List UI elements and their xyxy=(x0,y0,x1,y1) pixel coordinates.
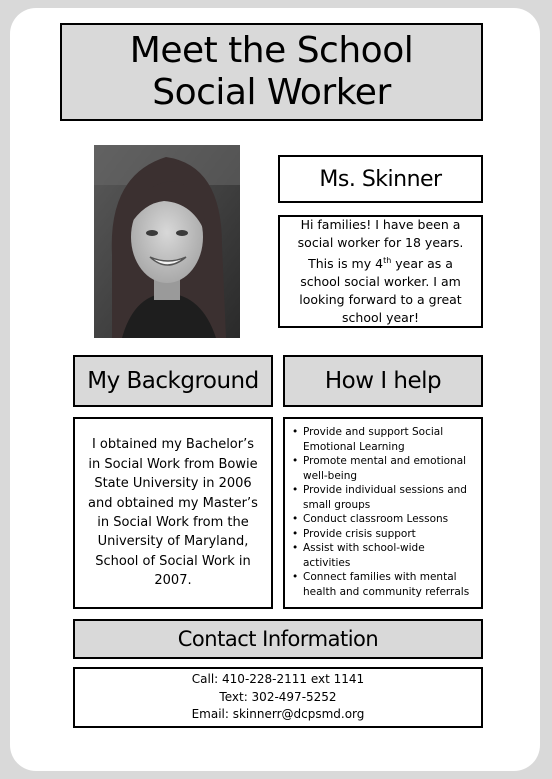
help-list xyxy=(291,425,475,599)
contact-email: Email: skinnerr@dcpsmd.org xyxy=(191,707,365,722)
list-item: • Provide and support Social Emotional Learning xyxy=(291,425,475,454)
contact-phone: Call: 410-228-2111 ext 1141 xyxy=(191,672,365,687)
intro-text xyxy=(290,216,471,327)
list-item: • Conduct classroom Lessons xyxy=(291,512,475,527)
list-item: • Promote mental and emotional well-being xyxy=(291,454,475,483)
social-worker-name: Ms. Skinner xyxy=(319,166,442,192)
help-box xyxy=(283,417,483,609)
contact-heading-box xyxy=(73,619,483,659)
contact-heading: Contact Information xyxy=(177,627,379,651)
profile-photo xyxy=(94,145,240,338)
intro-box xyxy=(278,215,483,328)
title-banner xyxy=(60,23,483,121)
contact-text: Text: 302-497-5252 xyxy=(219,689,337,704)
list-item: • Connect families with mental health and community referrals xyxy=(291,570,475,599)
title-line-1: Meet the School xyxy=(129,30,414,71)
background-heading-box xyxy=(73,355,273,407)
title-line-2: Social Worker xyxy=(152,72,391,113)
background-heading: My Background xyxy=(87,368,259,394)
list-item: • Provide individual sessions and small groups xyxy=(291,483,475,512)
contact-box xyxy=(73,667,483,728)
background-box xyxy=(73,417,273,609)
help-heading-box xyxy=(283,355,483,407)
intro-text-part: Hi families! I have been a social worker for 18 years. This is my 4 xyxy=(297,216,464,272)
list-item: • Provide crisis support xyxy=(291,527,475,542)
help-heading: How I help xyxy=(324,368,442,394)
intro-text-part-2: year as a school social worker. I am looking forward to a great school year! xyxy=(299,256,462,326)
intro-ordinal-suffix: th xyxy=(383,255,392,265)
page-title xyxy=(130,30,413,114)
portrait-image xyxy=(94,145,240,338)
name-banner xyxy=(278,155,483,203)
list-item: • Assist with school-wide activities xyxy=(291,541,475,570)
contact-details xyxy=(192,671,365,724)
background-text: I obtained my Bachelor’s in Social Work from Bowie State University in 2006 and obtained my Master’s in Social Work from the University of Maryland, School of Social Work in 2007. xyxy=(88,437,258,589)
